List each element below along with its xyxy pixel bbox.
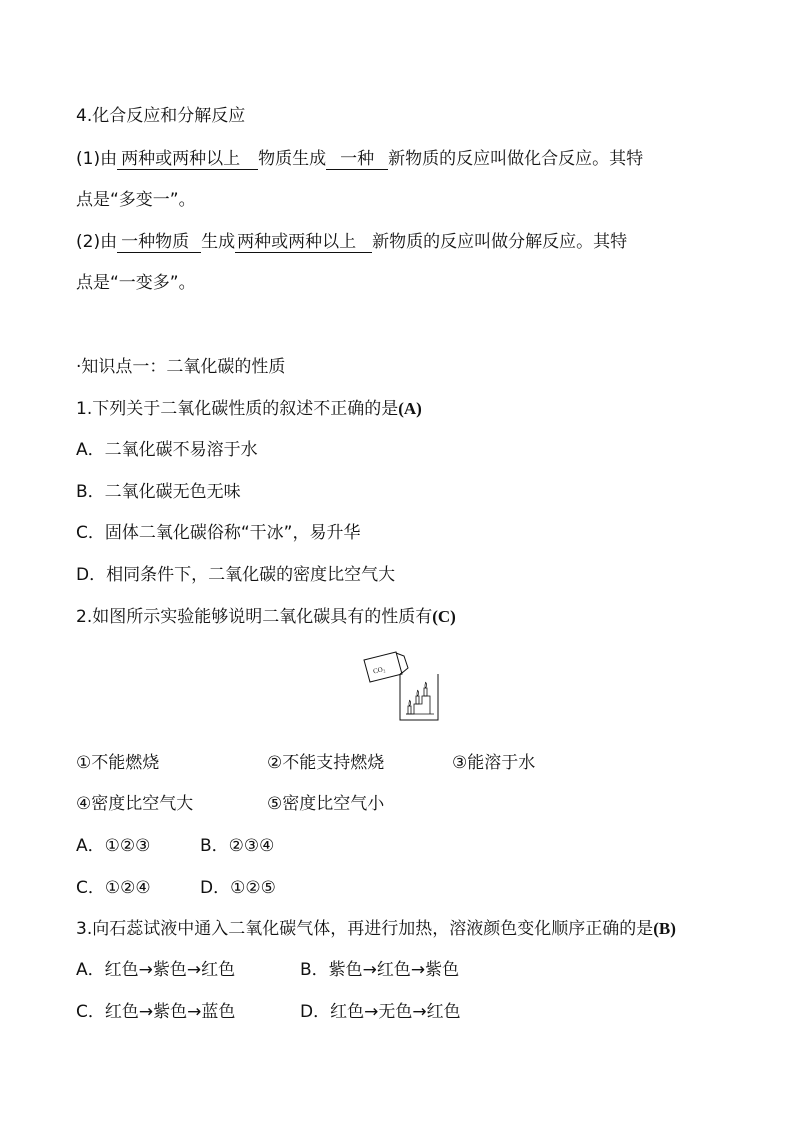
p2-line2: 点是“一变多”。 — [76, 273, 196, 293]
q3-option-b: B．紫色→红色→紫色 — [300, 960, 460, 980]
q2-option-a: A．①②③ — [76, 836, 151, 856]
q3-stem — [76, 917, 676, 941]
p2-mid: 生成 — [201, 232, 236, 252]
q1-stem-text: 1.下列关于二氧化碳性质的叙述不正确的是 — [76, 399, 399, 419]
q2-option-c: C．①②④ — [76, 878, 151, 898]
p2-suffix: 新物质的反应叫做分解反应。其特 — [372, 232, 628, 252]
q3-option-c: C．红色→紫色→蓝色 — [76, 1002, 236, 1022]
p1-mid: 物质生成 — [258, 149, 327, 169]
q2-stem — [76, 605, 456, 629]
q2-statement-2: ②不能支持燃烧 — [267, 753, 385, 773]
q1-option-a: A．二氧化碳不易溶于水 — [76, 440, 258, 460]
p1-blank1: 两种或两种以上 — [117, 149, 258, 170]
q2-option-b: B．②③④ — [200, 836, 275, 856]
q2-option-d: D．①②⑤ — [200, 878, 276, 898]
co2-bottle — [364, 652, 408, 682]
section-title: 4.化合反应和分解反应 — [76, 106, 246, 126]
q2-statement-3: ③能溶于水 — [452, 753, 536, 773]
q2-statement-5: ⑤密度比空气小 — [267, 794, 385, 814]
q1-answer: (A) — [398, 399, 422, 418]
p2-prefix: (2)由 — [76, 232, 118, 252]
knowledge-point-heading: ·知识点一：二氧化碳的性质 — [76, 357, 286, 377]
q1-stem — [76, 397, 422, 421]
q2-stem-text: 2.如图所示实验能够说明二氧化碳具有的性质有 — [76, 607, 433, 627]
p2-blank2: 两种或两种以上 — [235, 232, 372, 253]
q2-answer: (C) — [432, 607, 456, 626]
co2-label: CO₂ — [372, 664, 386, 676]
paragraph-decomposition-reaction — [76, 230, 627, 254]
q1-option-d: D．相同条件下，二氧化碳的密度比空气大 — [76, 565, 396, 585]
paragraph-combination-reaction — [76, 147, 643, 171]
p2-blank1: 一种物质 — [117, 232, 201, 253]
p1-prefix: (1)由 — [76, 149, 118, 169]
p1-blank2: 一种 — [326, 149, 388, 170]
staircase-candles-icon — [406, 682, 434, 714]
q3-option-a: A．红色→紫色→红色 — [76, 960, 236, 980]
q2-statement-4: ④密度比空气大 — [76, 794, 194, 814]
p1-suffix: 新物质的反应叫做化合反应。其特 — [388, 149, 644, 169]
co2-pouring-diagram — [356, 648, 440, 724]
q2-statement-1: ①不能燃烧 — [76, 753, 160, 773]
q3-stem-text: 3.向石蕊试液中通入二氧化碳气体，再进行加热，溶液颜色变化顺序正确的是 — [76, 919, 654, 939]
q3-option-d: D．红色→无色→红色 — [300, 1002, 461, 1022]
p1-line2: 点是“多变一”。 — [76, 190, 196, 210]
q1-option-b: B．二氧化碳无色无味 — [76, 482, 241, 502]
q1-option-c: C．固体二氧化碳俗称“干冰”，易升华 — [76, 523, 361, 543]
q3-answer: (B) — [653, 919, 676, 938]
